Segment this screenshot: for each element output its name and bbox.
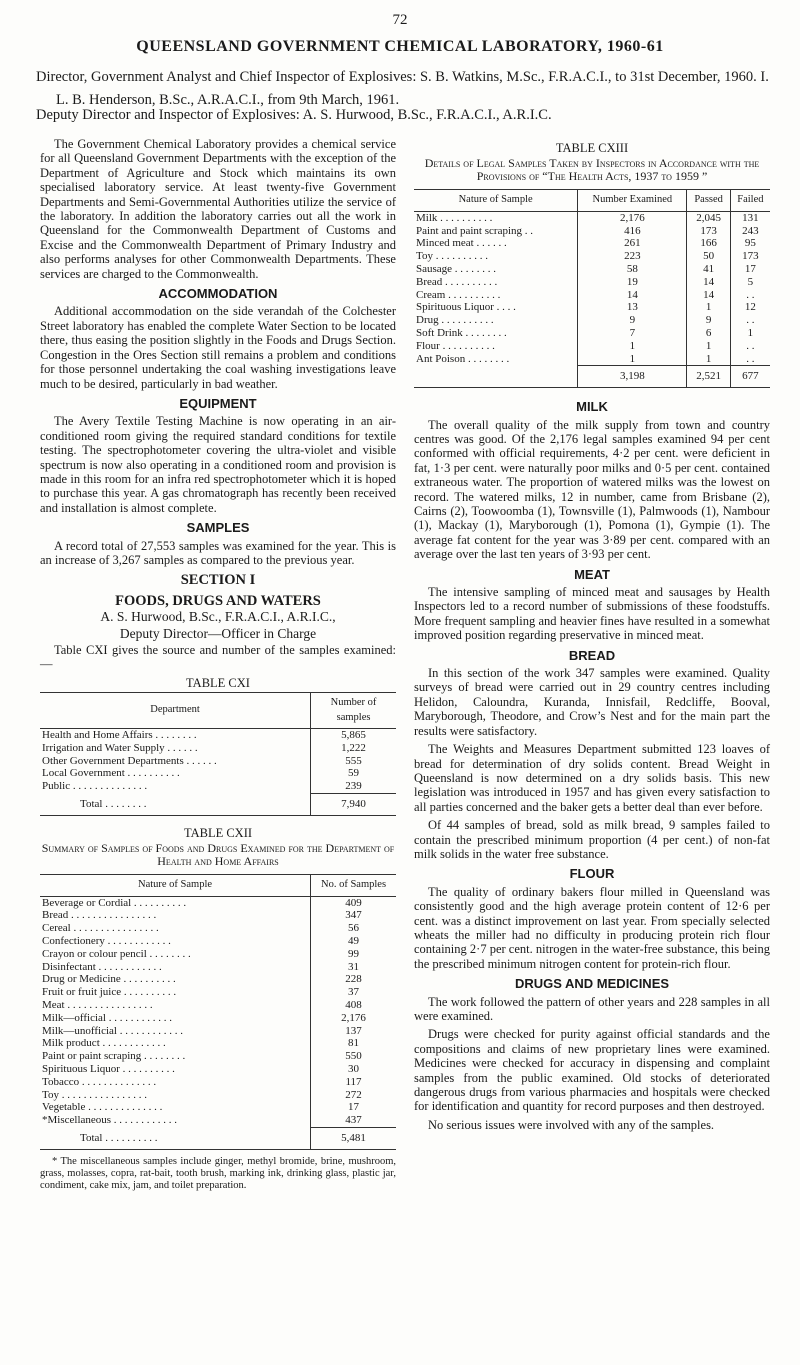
table-cxii-footnote: * The miscellaneous samples include ginger, methyl bromide, brine, mushroom, grass, molasses, copra, rat-bait, tooth brush, marking ink, drinking glass, plastic jar, condiment, cake mix, jam, and toilet preparation.	[40, 1155, 396, 1191]
drugs-text-1: The work followed the pattern of other years and 228 samples in all were examined.	[414, 994, 770, 1024]
section-subheading: FOODS, DRUGS AND WATERS	[115, 592, 321, 609]
milk-heading: MILK	[576, 399, 608, 415]
row-failed: 95	[730, 237, 770, 250]
row-failed: . .	[730, 314, 770, 327]
table-row	[40, 1076, 396, 1089]
row-passed: 41	[687, 263, 730, 276]
table-cxii-subtitle: Summary of Samples of Foods and Drugs Examined for the Department of Health and Home Affairs	[41, 841, 395, 869]
table-row	[414, 353, 770, 366]
row-value: 2,176	[311, 1012, 396, 1025]
row-label: Soft Drink . . . . . . . .	[416, 326, 507, 339]
table-cxiii-col-failed: Failed	[730, 190, 770, 211]
row-value: 137	[311, 1025, 396, 1038]
row-passed: 9	[687, 314, 730, 327]
staff-director	[36, 66, 776, 112]
row-value: 37	[311, 986, 396, 999]
row-failed: 173	[730, 250, 770, 263]
table-cxi-col-num: Number of samples	[311, 693, 396, 729]
row-value: 228	[311, 973, 396, 986]
samples-heading: SAMPLES	[186, 520, 250, 536]
row-label: Flour . . . . . . . . . .	[416, 339, 495, 352]
table-row	[414, 263, 770, 276]
milk-text: The overall quality of the milk supply from town and country centres was good. Of the 2,176 legal samples examined 94 per cent conformed with official requirements, 4·2 per cent. were deficient in fat, 1·3 per cent. were naturally poor milks and 0·5 per cent. contained extraneous water. The proportion of watered milks was the lowest on record. The watered milks, 12 in number, came from Brisbane (2), Cairns (2), Toowoomba (1), Townsville (1), Palmwoods (1), Nambour (1), Mackay (1), Maryborough (1), Pomona (1), Gympie (1). The average fat content for the year was 3·89 per cent. compared with an average over the last ten years of 3·93 per cent.	[414, 417, 770, 562]
table-cxiii	[414, 189, 770, 388]
table-cxiii-total-row	[414, 366, 770, 388]
right-column	[414, 127, 770, 1136]
table-row	[40, 742, 396, 755]
table-row	[40, 986, 396, 999]
total-row	[40, 794, 396, 816]
row-passed: 6	[687, 327, 730, 340]
row-examined: 13	[578, 301, 687, 314]
row-failed: . .	[730, 353, 770, 366]
table-row	[414, 289, 770, 302]
row-label: Meat . . . . . . . . . . . . . . . .	[42, 999, 153, 1011]
row-label: Tobacco . . . . . . . . . . . . . .	[42, 1075, 157, 1088]
row-label: Toy . . . . . . . . . .	[416, 250, 488, 263]
row-value: 117	[311, 1076, 396, 1089]
row-failed: 17	[730, 263, 770, 276]
row-examined: 9	[578, 314, 687, 327]
row-failed: 5	[730, 276, 770, 289]
table-row	[40, 1063, 396, 1076]
row-passed: 2,045	[687, 211, 730, 224]
table-cxii-title: TABLE CXII	[183, 825, 253, 840]
row-label: Drug . . . . . . . . . .	[416, 314, 494, 327]
table-cxiii-col-passed: Passed	[687, 190, 730, 211]
row-label: Irrigation and Water Supply . . . . . .	[42, 741, 198, 754]
row-value: 408	[311, 999, 396, 1012]
row-value: 550	[311, 1050, 396, 1063]
bread-text-2: The Weights and Measures Department submitted 123 loaves of bread for determination of dry solids content. Bread Weight in Queensland is now determined on a dry solids basis. This new legislation was introduced in 1957 and has given every satisfaction to all parties concerned and the baker gets a better deal than ever before.	[414, 742, 770, 814]
row-failed: 131	[730, 211, 770, 224]
row-value: 31	[311, 961, 396, 974]
total-label: Total . . . . . . . . . .	[40, 1127, 311, 1149]
row-value: 17	[311, 1101, 396, 1114]
bread-text-1: In this section of the work 347 samples were examined. Quality surveys of bread were carried out in 29 country centres including Helidon, Caloundra, Kuranda, Innisfail, Redcliffe, Booval, Maryborough, Theodore, and Crow’s Nest and for the main part the results were satisfactory.	[414, 666, 770, 738]
row-examined: 14	[578, 289, 687, 302]
table-row	[414, 340, 770, 353]
row-value: 99	[311, 948, 396, 961]
table-row	[414, 327, 770, 340]
row-label: Crayon or colour pencil . . . . . . . .	[42, 947, 191, 960]
samples-text: A record total of 27,553 samples was examined for the year. This is an increase of 3,267 samples as compared to the previous year.	[40, 538, 396, 567]
accommodation-heading: ACCOMMODATION	[158, 286, 278, 302]
table-row	[40, 999, 396, 1012]
row-value: 409	[311, 896, 396, 909]
flour-heading: FLOUR	[569, 866, 615, 882]
row-value: 5,865	[311, 729, 396, 742]
table-row	[40, 1025, 396, 1038]
row-label: Toy . . . . . . . . . . . . . . . .	[42, 1088, 147, 1101]
table-cxiii-title: TABLE CXIII	[555, 141, 629, 155]
table-cxiii-subtitle: Details of Legal Samples Taken by Inspectors in Accordance with the Provisions of “The Health Acts, 1937 to 1959 ”	[424, 156, 760, 184]
table-cxiii-total-passed: 2,521	[687, 366, 730, 388]
table-row	[40, 922, 396, 935]
drugs-text-2: Drugs were checked for purity against official standards and the compositions and claims of new proprietary lines were examined. Medicines were checked for accuracy in dispensing and complaint samples from the public examined. Old stocks of deteriorated dangerous drugs from various pharmacies and hospitals were checked for identification and quantity for record purposes and then destroyed.	[414, 1027, 770, 1114]
table-row	[40, 1101, 396, 1114]
total-row	[40, 1127, 396, 1149]
deputy-director-line: Deputy Director and Inspector of Explosives: A. S. Hurwood, B.Sc., F.R.A.C.I., A.R.I.C.	[36, 107, 552, 123]
row-label: Bread . . . . . . . . . .	[416, 275, 498, 288]
row-failed: 243	[730, 225, 770, 238]
row-examined: 2,176	[578, 211, 687, 224]
table-row	[414, 276, 770, 289]
row-examined: 58	[578, 263, 687, 276]
table-row	[414, 237, 770, 250]
table-row	[40, 1012, 396, 1025]
table-cxiii-col-examined: Number Examined	[578, 190, 687, 211]
page-number: 72	[392, 12, 408, 28]
row-label: Paint and paint scraping . .	[416, 224, 534, 237]
row-label: Cream . . . . . . . . . .	[416, 288, 501, 301]
row-label: Cereal . . . . . . . . . . . . . . . .	[42, 922, 159, 935]
table-cxi-title: TABLE CXI	[186, 675, 250, 690]
table-row	[40, 973, 396, 986]
row-value: 347	[311, 909, 396, 922]
table-cxii-col-num: No. of Samples	[311, 875, 396, 896]
table-row	[40, 948, 396, 961]
row-label: Milk . . . . . . . . . .	[416, 211, 493, 224]
table-row	[414, 314, 770, 327]
row-failed: 1	[730, 327, 770, 340]
row-examined: 416	[578, 225, 687, 238]
total-label: Total . . . . . . . .	[40, 794, 311, 816]
table-row	[40, 755, 396, 768]
total-value: 5,481	[311, 1127, 396, 1149]
row-label: Local Government . . . . . . . . . .	[42, 767, 180, 780]
row-label: Sausage . . . . . . . .	[416, 263, 497, 275]
table-row	[40, 1089, 396, 1102]
equipment-text: The Avery Textile Testing Machine is now operating in an air-conditioned room giving the required standard conditions for textile testing. The spectrophotometer covering the ultra-violet and visible spectrum is now also operating in a conditioned room and provision is made in this room for an infra red spectrophotometer which it is hoped to purchase this year. A gas chromatograph has recently been received and installation is almost complete.	[40, 414, 396, 515]
officer-role: Deputy Director—Officer in Charge	[119, 625, 317, 641]
row-examined: 1	[578, 340, 687, 353]
row-label: Minced meat . . . . . .	[416, 237, 507, 250]
row-value: 56	[311, 922, 396, 935]
drugs-heading: DRUGS AND MEDICINES	[514, 976, 670, 992]
table-cxii	[40, 874, 396, 1150]
row-label: Milk product . . . . . . . . . . . .	[42, 1037, 166, 1050]
meat-heading: MEAT	[574, 566, 610, 582]
bread-text-3: Of 44 samples of bread, sold as milk bread, 9 samples failed to contain the prescribed minimum proportion (4 per cent.) of non-fat milk solids in the water free substance.	[414, 818, 770, 861]
table-row	[414, 301, 770, 314]
table-row	[40, 1114, 396, 1127]
row-examined: 1	[578, 353, 687, 366]
row-label: Beverage or Cordial . . . . . . . . . .	[42, 896, 187, 909]
table-cxii-col-name: Nature of Sample	[40, 875, 311, 896]
row-passed: 173	[687, 225, 730, 238]
row-label: Other Government Departments . . . . . .	[42, 754, 217, 767]
row-label: Vegetable . . . . . . . . . . . . . .	[42, 1101, 163, 1114]
row-failed: 12	[730, 301, 770, 314]
row-passed: 1	[687, 353, 730, 366]
table-row	[40, 1050, 396, 1063]
officer-name: A. S. Hurwood, B.Sc., F.R.A.C.I., A.R.I.C.,	[100, 609, 336, 625]
row-label: Health and Home Affairs . . . . . . . .	[42, 729, 197, 742]
row-examined: 223	[578, 250, 687, 263]
staff-director-text: Director, Government Analyst and Chief Inspector of Explosives: S. B. Watkins, M.Sc., F.R.A.C.I., to 31st December, 1960. I. L. B. Henderson, B.Sc., A.R.A.C.I., from 9th March, 1961.	[36, 69, 769, 108]
row-value: 272	[311, 1089, 396, 1102]
row-label: Ant Poison . . . . . . . .	[416, 352, 510, 365]
row-value: 49	[311, 935, 396, 948]
table-cxiii-total-examined: 3,198	[578, 366, 687, 388]
row-label: Bread . . . . . . . . . . . . . . . .	[42, 909, 157, 922]
table-row	[40, 729, 396, 742]
section-heading: SECTION I	[180, 572, 256, 589]
table-cxiii-total-failed: 677	[730, 366, 770, 388]
table-row	[414, 211, 770, 224]
table-row	[40, 780, 396, 793]
row-label: Paint or paint scraping . . . . . . . .	[42, 1050, 186, 1063]
row-value: 239	[311, 780, 396, 793]
row-label: Spirituous Liquor . . . . . . . . . .	[42, 1062, 175, 1075]
table-row	[40, 767, 396, 780]
row-passed: 14	[687, 276, 730, 289]
row-examined: 7	[578, 327, 687, 340]
table-row	[40, 909, 396, 922]
row-examined: 19	[578, 276, 687, 289]
table-row	[40, 935, 396, 948]
row-failed: . .	[730, 340, 770, 353]
row-label: Milk—unofficial . . . . . . . . . . . .	[42, 1024, 183, 1037]
table-row	[40, 1037, 396, 1050]
row-failed: . .	[730, 289, 770, 302]
row-passed: 1	[687, 301, 730, 314]
table-row	[414, 250, 770, 263]
row-label: Milk—official . . . . . . . . . . . .	[42, 1011, 172, 1024]
row-label: Public . . . . . . . . . . . . . .	[42, 780, 148, 793]
table-row	[40, 961, 396, 974]
table-cxi-col-dept: Department	[40, 693, 311, 729]
row-passed: 166	[687, 237, 730, 250]
row-examined: 261	[578, 237, 687, 250]
report-title: QUEENSLAND GOVERNMENT CHEMICAL LABORATORY, 1960-61	[136, 38, 664, 55]
row-passed: 14	[687, 289, 730, 302]
table-lead-text: Table CXI gives the source and number of the samples examined: —	[40, 643, 396, 672]
row-label: *Miscellaneous . . . . . . . . . . . .	[42, 1114, 178, 1127]
row-passed: 1	[687, 340, 730, 353]
row-value: 30	[311, 1063, 396, 1076]
flour-text: The quality of ordinary bakers flour milled in Queensland was consistently good and the high average protein content of 12·6 per cent. was a distinct improvement on last year. From specially selected wheats the miller had no difficulty in producing protein rich flour containing 2·7 per cent. nitrogen in the water-free substance, this being the prescribed minimum nitrogen content for protein-rich flour.	[414, 884, 770, 971]
drugs-text-3: No serious issues were involved with any of the samples.	[428, 1117, 715, 1132]
row-value: 59	[311, 767, 396, 780]
table-row	[414, 225, 770, 238]
intro-paragraph: The Government Chemical Laboratory provides a chemical service for all Queensland Government Departments with the exception of the Department of Agriculture and Stock which maintains its own specialised laboratory service. At least twenty-five Government Departments and Semi-Governmental Authorities utilize the service of the laboratory. In addition the laboratory carries out all the work in Queensland for the Commonwealth Department of Customs and Excise and the Commonwealth Department of Primary Industry and also performs analyses for other Commonwealth Departments. These services are charged to the Commonwealth.	[40, 137, 396, 281]
row-label: Drug or Medicine . . . . . . . . . .	[42, 973, 176, 986]
table-cxiii-col-name: Nature of Sample	[414, 190, 578, 211]
row-value: 1,222	[311, 742, 396, 755]
bread-heading: BREAD	[568, 647, 616, 663]
table-cxi	[40, 692, 396, 816]
row-label: Disinfectant . . . . . . . . . . . .	[42, 960, 162, 973]
table-row	[40, 896, 396, 909]
row-value: 81	[311, 1037, 396, 1050]
row-label: Confectionery . . . . . . . . . . . .	[42, 935, 171, 948]
meat-text: The intensive sampling of minced meat and sausages by Health Inspectors led to a record number of submissions of these foodstuffs. More frequent sampling and heavier fines have resulted in a somewhat improved position regarding preservative in minced meat.	[414, 585, 770, 643]
accommodation-text: Additional accommodation on the side verandah of the Colchester Street laboratory has enabled the complete Water Section to be located there, thus easing the position slightly in the Foods and Drugs Section. Congestion in the Ores Section still remains a problem and conditions for those personnel undertaking the coal washing investigations leave much to be desired, particularly in bad weather.	[40, 304, 396, 391]
row-passed: 50	[687, 250, 730, 263]
row-label: Fruit or fruit juice . . . . . . . . . .	[42, 986, 177, 999]
total-value: 7,940	[311, 794, 396, 816]
row-value: 555	[311, 755, 396, 768]
equipment-heading: EQUIPMENT	[179, 395, 257, 411]
row-label: Spirituous Liquor . . . .	[416, 301, 516, 314]
row-value: 437	[311, 1114, 396, 1127]
